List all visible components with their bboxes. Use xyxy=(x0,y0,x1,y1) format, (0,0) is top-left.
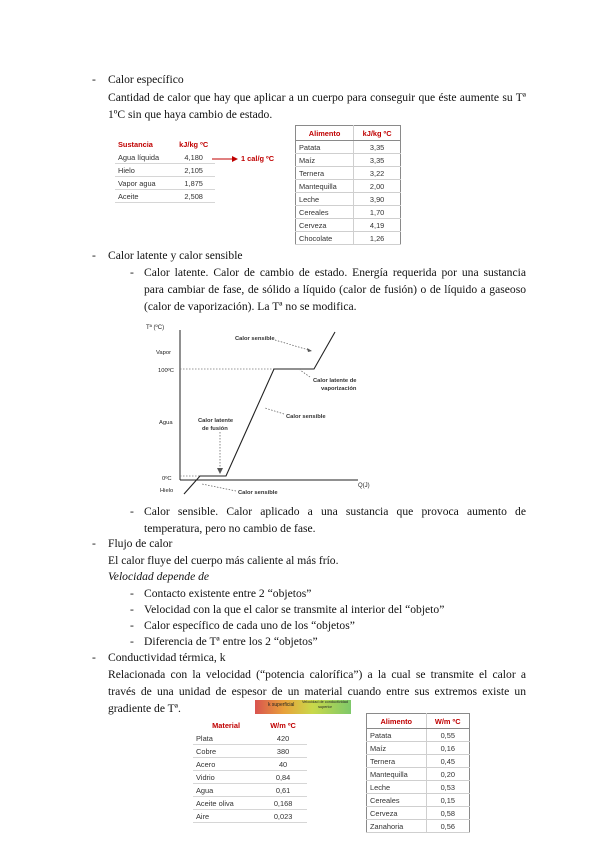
annotation-arrow xyxy=(300,370,310,377)
table-cell: Leche xyxy=(367,781,427,794)
table-cell: 1,70 xyxy=(354,206,401,219)
phase-change-graph xyxy=(140,318,380,500)
table-cell: Patata xyxy=(296,141,354,154)
calor-especifico-description: Cantidad de calor que hay que aplicar a un cuerpo para conseguir que éste aumente su Tª 1ºC sin que haya cambio de estado. xyxy=(108,91,526,121)
table-row xyxy=(193,732,307,745)
heading-calor-latente-sensible: Calor latente y calor sensible xyxy=(108,249,243,262)
flujo-calor-line: El calor fluye del cuerpo más caliente al más frío. xyxy=(108,554,339,567)
heating-curve xyxy=(184,332,335,494)
y-axis-label: Tª (ºC) xyxy=(146,325,165,331)
table-cell: Agua xyxy=(193,784,259,797)
table-cell: 4,180 xyxy=(172,151,215,164)
table-row xyxy=(367,755,470,768)
calor-sensible-text: Calor sensible. Calor aplicado a una sustancia que provoca aumento de temperatura, pero no cambio de fase. xyxy=(144,505,526,535)
sub-bullet-dash: - xyxy=(130,635,134,648)
table-row xyxy=(367,781,470,794)
table-cell: Ternera xyxy=(367,755,427,768)
table-header: W/m ºC xyxy=(270,720,296,730)
table-cell: 0,16 xyxy=(426,742,469,755)
table-header: Alimento xyxy=(296,126,354,141)
table-row xyxy=(115,177,215,190)
table-cell: Plata xyxy=(193,732,259,745)
table-row xyxy=(193,797,307,810)
table-cell: Mantequilla xyxy=(296,180,354,193)
factor-item: Contacto existente entre 2 “objetos” xyxy=(144,587,312,600)
x-axis-label: Q(J) xyxy=(358,483,370,489)
table-cell: Aire xyxy=(193,810,259,823)
table-cell: 0,61 xyxy=(259,784,307,797)
annotation-arrow xyxy=(265,408,284,414)
table-cell: 4,19 xyxy=(354,219,401,232)
heading-flujo-calor: Flujo de calor xyxy=(108,537,173,550)
table-cell: Aceite oliva xyxy=(193,797,259,810)
table-header: W/m ºC xyxy=(426,714,469,729)
table-row xyxy=(193,810,307,823)
table-header: Sustancia xyxy=(118,139,153,149)
table-cell: Agua líquida xyxy=(115,151,172,164)
table-cell: Patata xyxy=(367,729,427,742)
table-cell: Leche xyxy=(296,193,354,206)
y-tick-label: 100ºC xyxy=(158,368,174,374)
heading-calor-especifico: Calor específico xyxy=(108,73,184,86)
annotation-latente-vap: vaporización xyxy=(321,386,357,392)
table-row xyxy=(367,820,470,833)
table-sustancia xyxy=(115,137,215,203)
table-cell: 2,105 xyxy=(172,164,215,177)
legend-right-line: Velocidad de conductividad xyxy=(301,700,349,704)
arrow-label: 1 cal/g ºC xyxy=(241,154,275,163)
table-row xyxy=(367,807,470,820)
table-cell: Ternera xyxy=(296,167,354,180)
arrow-icon xyxy=(212,154,238,164)
table-cell: 3,35 xyxy=(354,154,401,167)
annotation-arrow xyxy=(275,340,312,351)
sub-bullet-dash: - xyxy=(130,505,134,518)
sub-bullet-dash: - xyxy=(130,603,134,616)
factor-item: Velocidad con la que el calor se transmite al interior del “objeto” xyxy=(144,603,445,616)
table-row xyxy=(115,164,215,177)
bullet-dash: - xyxy=(92,73,96,86)
table-cell: Maíz xyxy=(296,154,354,167)
table-cell: 2,508 xyxy=(172,190,215,203)
table-row xyxy=(193,745,307,758)
table-row xyxy=(367,794,470,807)
table-row xyxy=(367,742,470,755)
y-tick-label: Hielo xyxy=(160,488,174,494)
table-cell: Hielo xyxy=(115,164,172,177)
table-cell: Cobre xyxy=(193,745,259,758)
table-row xyxy=(367,729,470,742)
y-tick-label: Agua xyxy=(159,420,173,426)
bullet-dash: - xyxy=(92,537,96,550)
table-cell: 0,45 xyxy=(426,755,469,768)
table-cell: 0,15 xyxy=(426,794,469,807)
legend-right-line: superior xyxy=(318,705,332,709)
table-row xyxy=(296,219,401,232)
y-tick-label: Vapor xyxy=(156,350,172,356)
heading-conductividad: Conductividad térmica, k xyxy=(108,651,226,664)
bullet-dash: - xyxy=(92,651,96,664)
table-row xyxy=(296,232,401,245)
table-cell: 2,00 xyxy=(354,180,401,193)
table-material-k xyxy=(193,718,307,823)
legend-left-label: k superficial xyxy=(268,702,295,708)
table-row xyxy=(367,768,470,781)
y-tick-label: 0ºC xyxy=(162,476,172,482)
table-alimento-cp xyxy=(295,125,401,245)
sub-bullet-dash: - xyxy=(130,266,134,279)
table-cell: 1,26 xyxy=(354,232,401,245)
table-cell: 3,35 xyxy=(354,141,401,154)
annotation-latente-fus: Calor latente xyxy=(198,418,234,424)
annotation-calor-sensible-bottom: Calor sensible xyxy=(238,490,278,496)
table-cell: Cereales xyxy=(296,206,354,219)
conductividad-description: Relacionada con la velocidad (“potencia calorífica”) a la cual se transmite el calor a través de una unidad de espesor de un material cuando entre sus extremos existe un gradiente de Tª. xyxy=(108,668,526,715)
table-cell: 1,875 xyxy=(172,177,215,190)
table-header: kJ/kg ºC xyxy=(179,139,209,149)
table-cell: Mantequilla xyxy=(367,768,427,781)
velocidad-heading: Velocidad depende de xyxy=(108,570,210,583)
annotation-arrow xyxy=(307,348,312,352)
table-row xyxy=(296,193,401,206)
table-cell: 40 xyxy=(259,758,307,771)
table-header: Alimento xyxy=(367,714,427,729)
table-cell: Vapor agua xyxy=(115,177,172,190)
table-cell: Zanahoria xyxy=(367,820,427,833)
table-cell: Acero xyxy=(193,758,259,771)
table-cell: 0,84 xyxy=(259,771,307,784)
table-cell: 0,56 xyxy=(426,820,469,833)
table-alimento-k xyxy=(366,713,470,833)
table-cell: Aceite xyxy=(115,190,172,203)
table-cell: 0,168 xyxy=(259,797,307,810)
sub-bullet-dash: - xyxy=(130,619,134,632)
table-cell: 380 xyxy=(259,745,307,758)
table-cell: Cereales xyxy=(367,794,427,807)
annotation-arrow xyxy=(202,484,236,491)
table-cell: Cerveza xyxy=(367,807,427,820)
factor-item: Diferencia de Tª entre los 2 “objetos” xyxy=(144,635,318,648)
annotation-latente-vap: Calor latente de xyxy=(313,378,357,384)
conductivity-gradient-legend xyxy=(255,700,351,714)
table-cell: Chocolate xyxy=(296,232,354,245)
table-row xyxy=(193,784,307,797)
table-header: kJ/kg ºC xyxy=(354,126,401,141)
table-cell: 3,90 xyxy=(354,193,401,206)
table-cell: 420 xyxy=(259,732,307,745)
annotation-latente-fus: de fusión xyxy=(202,426,228,432)
table-row xyxy=(296,141,401,154)
table-cell: 0,53 xyxy=(426,781,469,794)
table-cell: Maíz xyxy=(367,742,427,755)
sub-bullet-dash: - xyxy=(130,587,134,600)
table-row xyxy=(296,167,401,180)
calor-latente-text: Calor latente. Calor de cambio de estado. Energía requerida por una sustancia para cambiar de fase, de sólido a líquido (calor de fusión) o de líquido a gaseoso (calor de vaporización). La Tª no se modifica. xyxy=(144,266,526,313)
table-row xyxy=(193,758,307,771)
table-row xyxy=(115,151,215,164)
legend-right-label xyxy=(301,700,349,710)
table-row xyxy=(115,190,215,203)
table-row xyxy=(296,154,401,167)
table-row xyxy=(296,206,401,219)
table-cell: 3,22 xyxy=(354,167,401,180)
annotation-calor-sensible: Calor sensible xyxy=(235,336,275,342)
annotation-calor-sensible-mid: Calor sensible xyxy=(286,414,326,420)
table-header: Material xyxy=(212,720,241,730)
annotation-arrow xyxy=(217,468,223,474)
table-row xyxy=(193,771,307,784)
table-cell: Cerveza xyxy=(296,219,354,232)
table-cell: 0,55 xyxy=(426,729,469,742)
table-cell: Vidrio xyxy=(193,771,259,784)
table-row xyxy=(296,180,401,193)
table-cell: 0,58 xyxy=(426,807,469,820)
bullet-dash: - xyxy=(92,249,96,262)
table-cell: 0,023 xyxy=(259,810,307,823)
factor-item: Calor específico de cada uno de los “objetos” xyxy=(144,619,355,632)
table-cell: 0,20 xyxy=(426,768,469,781)
